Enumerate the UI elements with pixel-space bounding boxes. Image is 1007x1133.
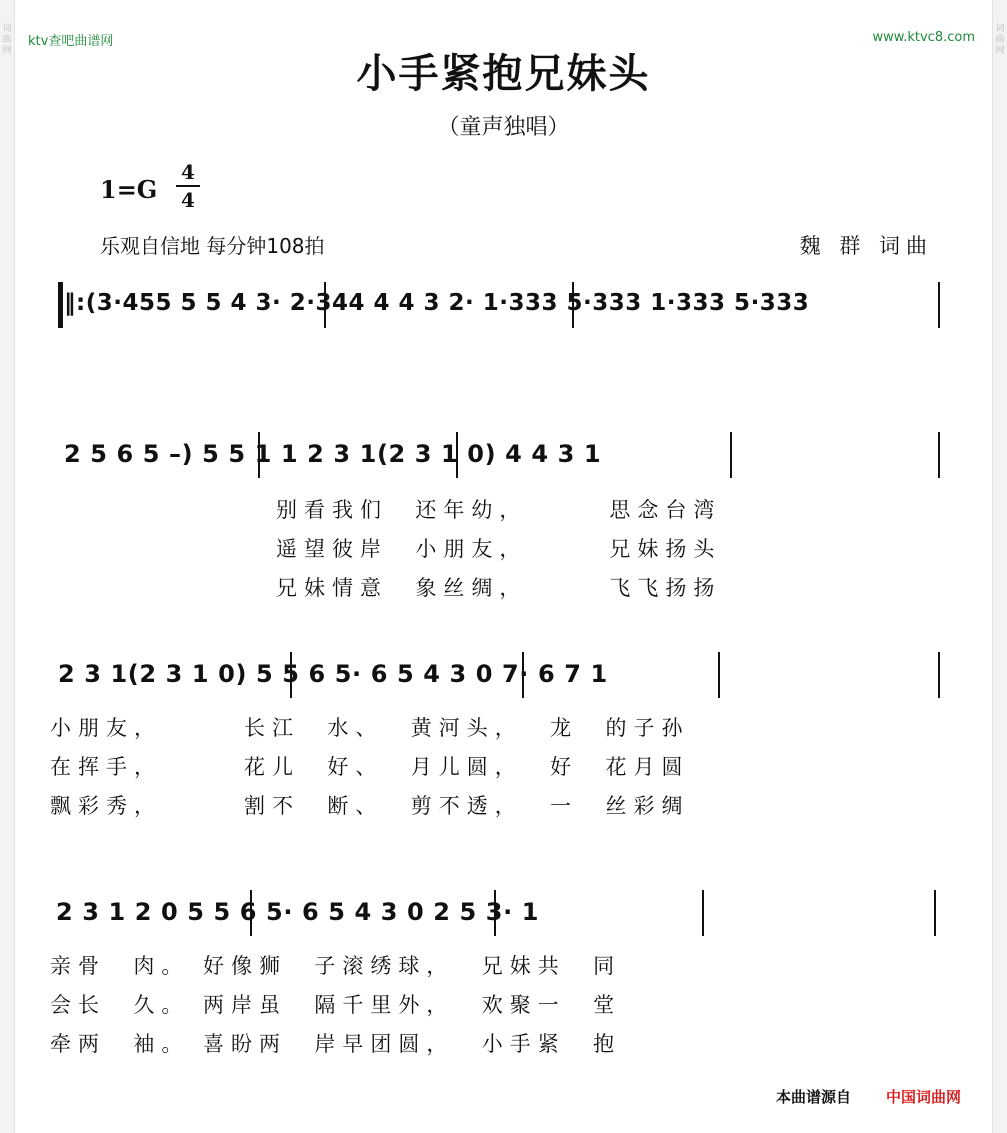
- time-bottom: 4: [181, 188, 195, 212]
- left-strip-text: 词曲网: [2, 24, 12, 56]
- left-watermark-strip: [0, 0, 15, 1133]
- barline: [730, 432, 732, 478]
- header-right-url[interactable]: www.ktvc8.com: [872, 30, 975, 45]
- footer-source-site[interactable]: 中国词曲网: [886, 1088, 962, 1106]
- staff-2-lyric-3: 兄妹情意 象丝绸， 飞飞扬扬: [276, 576, 722, 600]
- barline: [938, 432, 940, 478]
- time-top: 4: [181, 160, 195, 184]
- time-fraction-bar: [176, 185, 200, 187]
- barline: [938, 652, 940, 698]
- tempo-marking: 乐观自信地 每分钟108拍: [100, 234, 325, 258]
- staff-3-lyric-2: 在挥手， 花儿 好、 月儿圆， 好 花月圆: [50, 755, 690, 779]
- barline: [702, 890, 704, 936]
- song-title: 小手紧抱兄妹头: [356, 50, 651, 97]
- header-left-site[interactable]: ktv查吧曲谱网: [28, 34, 114, 49]
- footer-source-label: 本曲谱源自: [776, 1088, 852, 1106]
- staff-2-lyric-1: 别看我们 还年幼， 思念台湾: [276, 498, 722, 522]
- time-signature: [176, 160, 200, 212]
- staff-4-notes: 2 3 1 2 0 5 5 6 5· 6 5 4 3 0 2 5 3· 1: [56, 898, 540, 926]
- right-watermark-strip: [992, 0, 1007, 1133]
- repeat-barline: [58, 282, 63, 328]
- staff-4-lyric-3: 牵两 袖。 喜盼两 岸早团圆， 小手紧 抱: [50, 1032, 622, 1056]
- staff-4-lyric-2: 会长 久。 两岸虽 隔千里外， 欢聚一 堂: [50, 993, 622, 1017]
- right-strip-text: 词曲网: [995, 24, 1005, 56]
- staff-2-lyric-2: 遥望彼岸 小朋友， 兄妹扬头: [276, 537, 722, 561]
- barline: [718, 652, 720, 698]
- staff-4-lyric-1: 亲骨 肉。 好像狮 子滚绣球， 兄妹共 同: [50, 954, 622, 978]
- staff-3-lyric-1: 小朋友， 长江 水、 黄河头， 龙 的子孙: [50, 716, 690, 740]
- key-signature: 1=G: [100, 175, 158, 204]
- staff-3-lyric-3: 飘彩秀， 割不 断、 剪不透， 一 丝彩绸: [50, 794, 690, 818]
- barline: [938, 282, 940, 328]
- staff-2-notes: 2 5 6 5 –) 5 5 1 1 2 3 1(2 3 1 0) 4 4 3 1: [64, 440, 602, 468]
- staff-3-notes: 2 3 1(2 3 1 0) 5 5 6 5· 6 5 4 3 0 7· 6 7 1: [58, 660, 608, 688]
- staff-1-notes: ‖:(3·455 5 5 4 3· 2·344 4 4 3 2· 1·333 5·333 1·333 5·333: [64, 290, 810, 316]
- song-subtitle: （童声独唱）: [437, 115, 570, 140]
- barline: [934, 890, 936, 936]
- composer-credit: 魏 群 词曲: [799, 234, 933, 258]
